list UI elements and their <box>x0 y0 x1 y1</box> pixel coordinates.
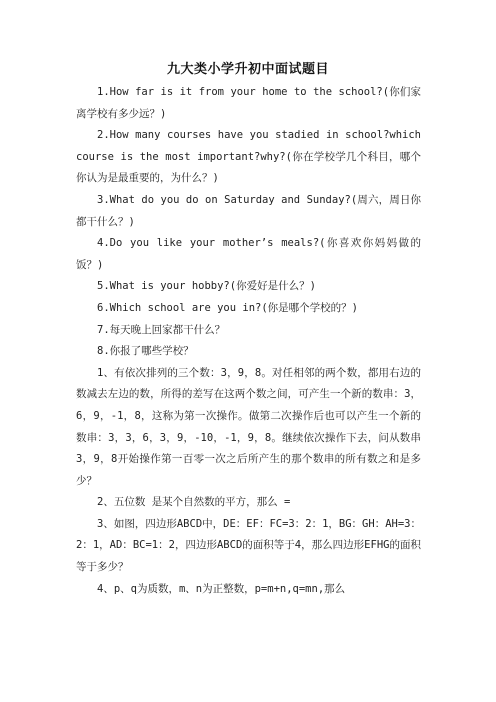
document-title: 九大类小学升初中面试题目 <box>166 62 329 77</box>
paragraph: 1、有依次排列的三个数：3，9，8。对任相邻的两个数，都用右边的数减去左边的数，所得的差写在这两个数之间，可产生一个新的数串：3，6，9，-1，8，这称为第一次操作。做第二次操作后也可以产生一个新的数串：3，3，6，3，9，-10，-1，9，8。继续依次操作下去，问从数串3，9，8开始操作第一百零一次之后所产生的那个数串的所有数之和是多少？ <box>76 366 421 487</box>
paragraph: 6.Which school are you in?(你是哪个学校的？) <box>97 301 359 314</box>
paragraph: 3.What do you do on Saturday and Sunday?(周六，周日你都干什么？) <box>76 193 421 228</box>
paragraph: 7.每天晚上回家都干什么？ <box>97 323 226 336</box>
paragraph: 5.What is your hobby?(你爱好是什么？) <box>97 280 316 293</box>
paragraph: 3、如图，四边形ABCD中，DE：EF：FC=3：2：1，BG：GH：AH=3：2：1，AD：BC=1：2，四边形ABCD的面积等于4，那么四边形EFHG的面积等于多少？ <box>76 517 421 574</box>
paragraph: 2、五位数 是某个自然数的平方，那么 = <box>97 496 291 509</box>
paragraph: 2.How many courses have you stadied in school?which course is the most important?why?(你在学校学几个科目，哪个你认为是最重要的，为什么？) <box>76 129 421 185</box>
paragraph: 4.Do you like your mother’s meals?(你喜欢你妈妈做的饭？) <box>76 237 421 271</box>
paragraph: 8.你报了哪些学校？ <box>97 345 194 358</box>
paragraph: 4、p、q为质数，m、n为正整数，p=m+n,q=mn,那么 <box>97 582 346 595</box>
document-body <box>76 82 421 600</box>
paragraph: 1.How far is it from your home to the school?(你们家离学校有多少远？) <box>76 86 421 120</box>
